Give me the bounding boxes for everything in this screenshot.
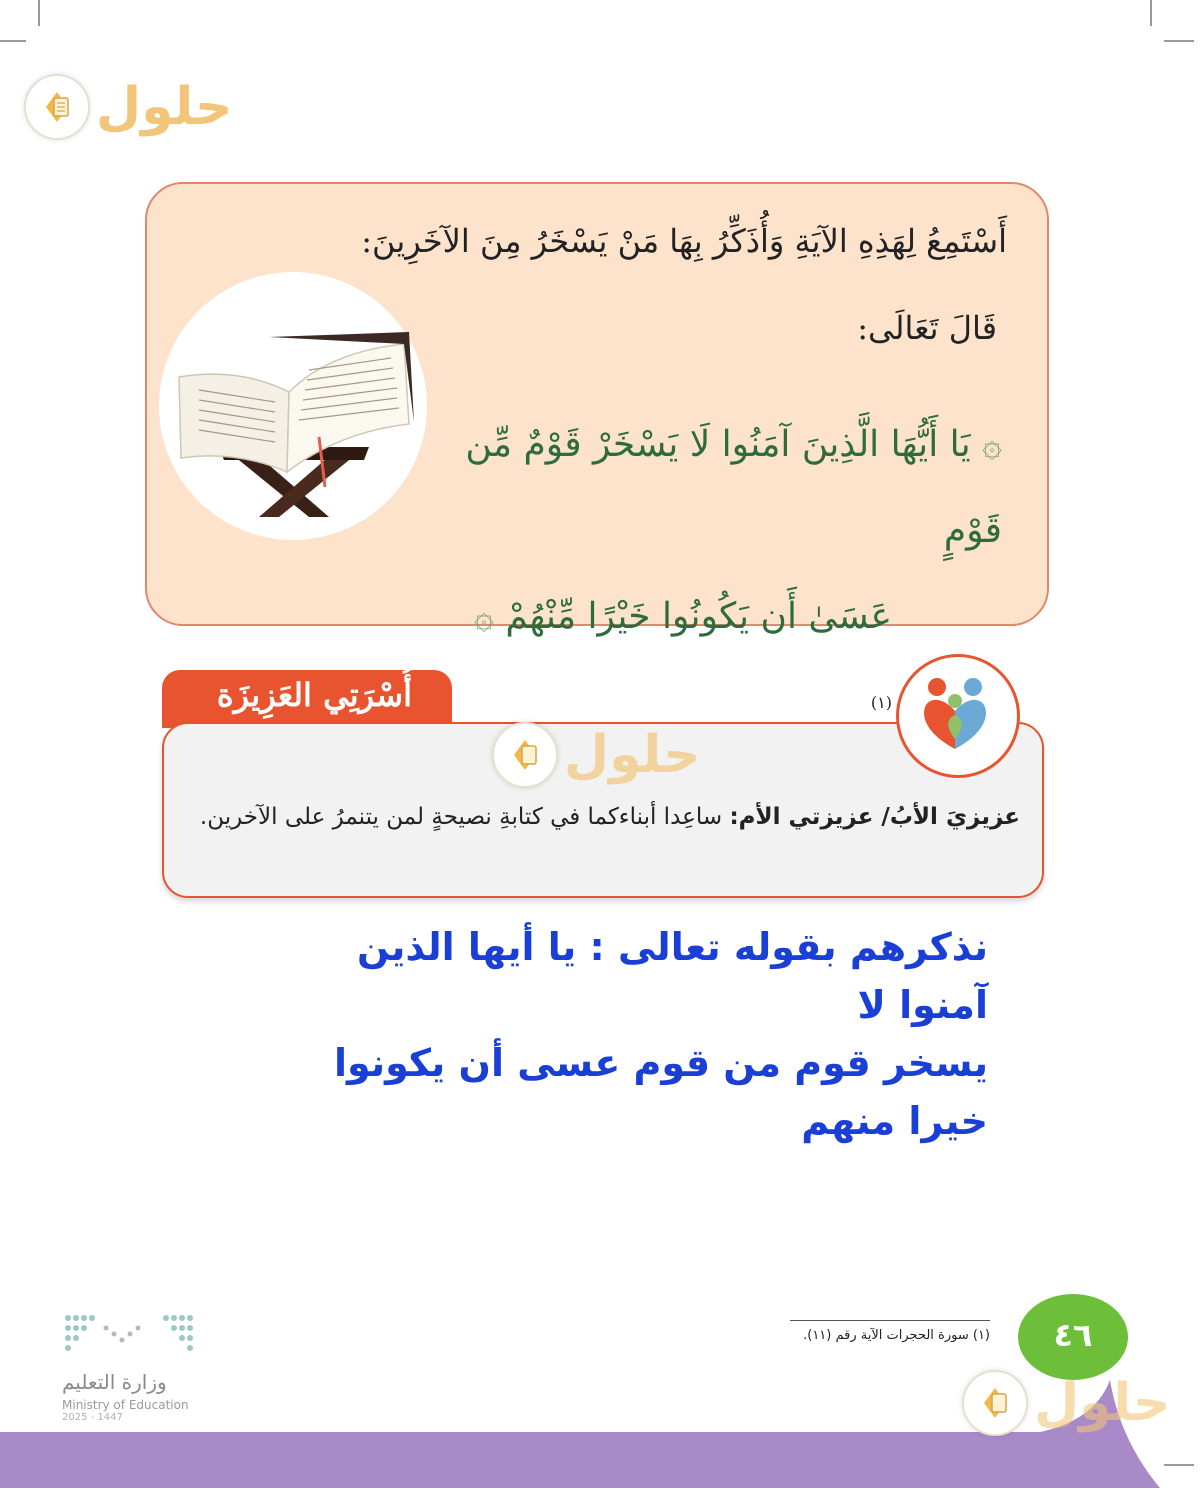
crop-mark: [1150, 0, 1152, 26]
verse-text-1: يَا أَيُّهَا الَّذِينَ آمَنُوا لَا يَسْخَرْ قَوْمٌ مِّن قَوْمٍ: [465, 424, 1002, 551]
footnote: (١) سورة الحجرات الآية رقم (١١).: [803, 1328, 990, 1343]
family-section-title: أُسْرَتِي العَزِيزَة: [216, 676, 412, 714]
ministry-dots-icon: [62, 1310, 202, 1358]
watermark-logo: [962, 1370, 1170, 1436]
answer-line-2: يسخر قوم من قوم عسى أن يكونوا خيرا منهم: [333, 1041, 988, 1143]
ministry-name-en: Ministry of Education: [62, 1398, 189, 1412]
family-section-tab: [162, 670, 452, 728]
open-quran-icon: [159, 272, 427, 540]
watermark-text: حلول: [1034, 1373, 1171, 1433]
ministry-name-ar: وزارة التعليم: [62, 1370, 167, 1394]
ministry-logo: [62, 1310, 222, 1423]
page-number: ٤٦: [1053, 1316, 1093, 1354]
family-instruction-text: ساعِدا أبناءكما في كتابةِ نصيحةٍ لمن يتنمرُ على الآخرين.: [199, 804, 723, 830]
footnote-divider: [790, 1320, 990, 1321]
family-instruction: [200, 804, 1020, 830]
watermark-text: حلول: [96, 77, 233, 137]
footnote-reference: (١): [870, 693, 892, 712]
verse-text-2: عَسَىٰ أَن يَكُونُوا خَيْرًا مِّنْهُمْ: [505, 596, 892, 637]
ministry-year: 2025 - 1447: [62, 1412, 123, 1423]
watermark-logo: [24, 74, 232, 140]
book-icon: [24, 74, 90, 140]
verse-ornament-open: ۞: [982, 425, 1002, 465]
family-icon: [896, 654, 1020, 778]
allah-said-label: قَالَ تَعَالَى:: [857, 309, 997, 347]
student-answer: [268, 918, 988, 1150]
book-icon: [962, 1370, 1028, 1436]
crop-mark: [1164, 40, 1194, 42]
family-lead: عزيزيَ الأبُ/ عزيزتي الأم:: [729, 804, 1020, 830]
watermark-text: حلول: [564, 725, 701, 785]
quran-image: [159, 272, 427, 540]
watermark-logo: [492, 722, 700, 788]
listen-instruction: أَسْتَمِعُ لِهَذِهِ الآيَةِ وَأُذَكِّرُ بِهَا مَنْ يَسْخَرُ مِنَ الآخَرِينَ:: [361, 222, 1007, 260]
book-icon: [492, 722, 558, 788]
answer-line-1: نذكرهم بقوله تعالى : يا أيها الذين آمنوا لا: [356, 925, 988, 1027]
page-number-badge: [1018, 1294, 1128, 1380]
crop-mark: [38, 0, 40, 26]
verse-line-1: [442, 402, 1002, 574]
crop-mark: [0, 40, 26, 42]
verse-ornament-close: ۞: [474, 597, 494, 637]
